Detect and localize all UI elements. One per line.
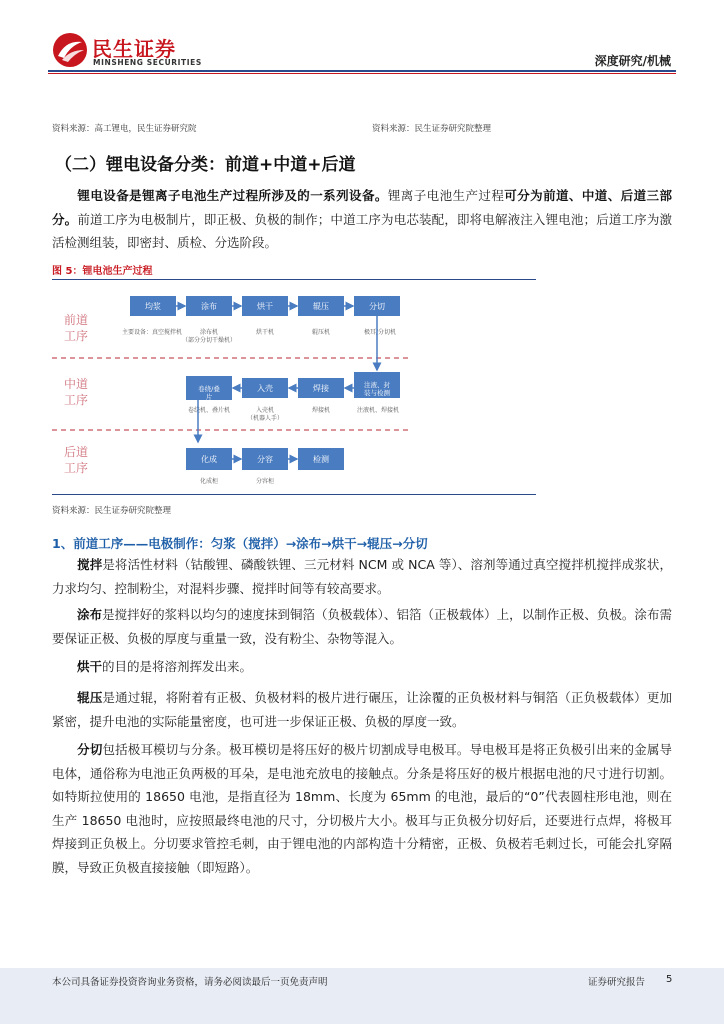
- footer-report-label: 证券研究报告: [588, 977, 646, 988]
- front-step-label: 均浆: [145, 302, 161, 311]
- header-divider: [48, 70, 676, 72]
- middle-step-label: 注液、封装与检测: [364, 381, 390, 397]
- back-equipment-label: 分容柜: [255, 478, 275, 485]
- footer-disclaimer: 本公司具备证券投资咨询业务资格，请务必阅读最后一页免责声明: [52, 977, 328, 988]
- paragraph-coating: [52, 603, 672, 650]
- back-row: [186, 448, 344, 485]
- front-equipment-label: 极耳/分切机: [363, 329, 397, 336]
- middle-step-label: 入壳: [257, 384, 273, 393]
- back-step-label: 化成: [201, 455, 217, 464]
- middle-step-label: 卷绕/叠片: [198, 385, 220, 401]
- front-equipment-label: 烘干机: [255, 329, 275, 336]
- intro-bold-1: 锂电设备是锂离子电池生产过程所涉及的一系列设备。: [77, 188, 388, 203]
- figure-bottom-rule: [52, 494, 536, 495]
- source-left: 资料来源：高工锂电，民生证券研究院: [52, 124, 197, 134]
- front-row: [122, 296, 400, 370]
- stage-label-back: 后道工序: [64, 445, 89, 475]
- p5-text: 包括极耳模切与分条。极耳模切是将压好的极片切割成导电极耳。导电极耳是将正负极引出来的金属导电体，通俗称为电池正负两极的耳朵，是电池充放电的接触点。分条是将压好的极片根据电池的尺寸进行切割。如特斯拉使用的 18650 电池，是指直径为 18mm、长度为 65mm 的电池，最后的“0”代表圆柱形电池，则在生产 18650 电池时，应按照最终电池的尺寸，分切极片大小。极耳与正负极分切好后，还要进行点焊，将极耳焊接到正负极上。分切要求管控毛刺，由于锂电池的内部构造十分精密，正极、负极若毛刺过长，可能会扎穿隔膜，导致正负极直接接触（即短路）。: [52, 742, 672, 875]
- middle-row: [186, 372, 400, 442]
- back-step-label: 分容: [257, 455, 273, 464]
- front-equipment-label: 辊压机: [311, 329, 331, 336]
- back-step-label: 检测: [313, 455, 329, 464]
- intro-text-2: 前道工序为电极制片，即正极、负极的制作；中道工序为电芯装配，即将电解液注入锂电池；后道工序为激活检测组装，即密封、质检、分选阶段。: [52, 211, 672, 250]
- middle-equipment-label: 入壳机（机器人手）: [246, 407, 284, 422]
- logo-mark: [52, 32, 88, 68]
- p5-bold: 分切: [77, 742, 103, 757]
- brand-name-cn: 民生证券: [92, 37, 176, 61]
- page-number: 5: [666, 974, 673, 985]
- p2-bold: 涂布: [77, 607, 103, 622]
- middle-equipment-label: 焊接机: [311, 407, 331, 414]
- brand-name-en: MINSHENG SECURITIES: [93, 58, 202, 67]
- p1-bold: 搅拌: [77, 557, 103, 572]
- intro-text-1: 锂离子电池生产过程: [387, 188, 505, 203]
- middle-step-label: 焊接: [313, 384, 329, 393]
- stage-label-front: 前道工序: [64, 313, 89, 343]
- paragraph-stirring: [52, 553, 672, 600]
- paragraph-slitting: [52, 738, 672, 879]
- report-type: 深度研究/机械: [594, 54, 671, 68]
- section-title: （二）锂电设备分类：前道+中道+后道: [55, 155, 356, 175]
- front-step-label: 涂布: [201, 302, 217, 311]
- figure-source: 资料来源：民生证券研究院整理: [52, 506, 172, 516]
- intro-paragraph: [52, 184, 672, 255]
- figure-top-rule: [52, 279, 536, 280]
- front-equipment-label: 涂布机（部分分切干燥机）: [181, 329, 237, 344]
- middle-equipment-label: 卷绕机、叠片机: [187, 407, 231, 414]
- intro-bold-2: 可分为前道、中道、后道三部分。: [52, 188, 672, 227]
- front-step-label: 辊压: [313, 302, 329, 311]
- middle-equipment-label: 注液机、焊接机: [356, 407, 400, 414]
- subsection-title: 1、前道工序——电极制作：匀浆（搅拌）→涂布→烘干→辊压→分切: [52, 536, 428, 551]
- stage-label-middle: 中道工序: [64, 377, 89, 407]
- paragraph-rolling: [52, 686, 672, 733]
- p4-text: 是通过辊，将附着有正极、负极材料的极片进行碾压，让涂覆的正负极材料与铜箔（正负极载体）更加紧密，提升电池的实际能量密度，也可进一步保证正极、负极的厚度一致。: [52, 690, 672, 729]
- process-diagram: [52, 284, 536, 490]
- front-step-label: 分切: [369, 302, 385, 311]
- front-equipment-label: 主要设备：真空搅拌机: [121, 329, 183, 336]
- source-right: 资料来源：民生证券研究院整理: [372, 124, 492, 134]
- p3-bold: 烘干: [77, 659, 103, 674]
- p1-text: 是将活性材料（钴酸锂、磷酸铁锂、三元材料 NCM 或 NCA 等）、溶剂等通过真空搅拌机搅拌成浆状，力求均匀、控制粉尘，对混料步骤、搅拌时间等有较高要求。: [52, 557, 672, 596]
- header-divider-accent: [48, 73, 676, 74]
- p2-text: 是搅拌好的浆料以均匀的速度抹到铜箔（负极载体）、铝箔（正极载体）上，以制作正极、负极。涂布需要保证正极、负极的厚度与重量一致，没有粉尘、杂物等混入。: [52, 607, 672, 646]
- paragraph-drying: [52, 655, 672, 679]
- figure-title: 图 5：锂电池生产过程: [52, 266, 153, 277]
- p4-bold: 辊压: [77, 690, 103, 705]
- p3-text: 的目的是将溶剂挥发出来。: [102, 659, 253, 674]
- back-equipment-label: 化成柜: [199, 478, 219, 485]
- front-step-label: 烘干: [257, 302, 273, 311]
